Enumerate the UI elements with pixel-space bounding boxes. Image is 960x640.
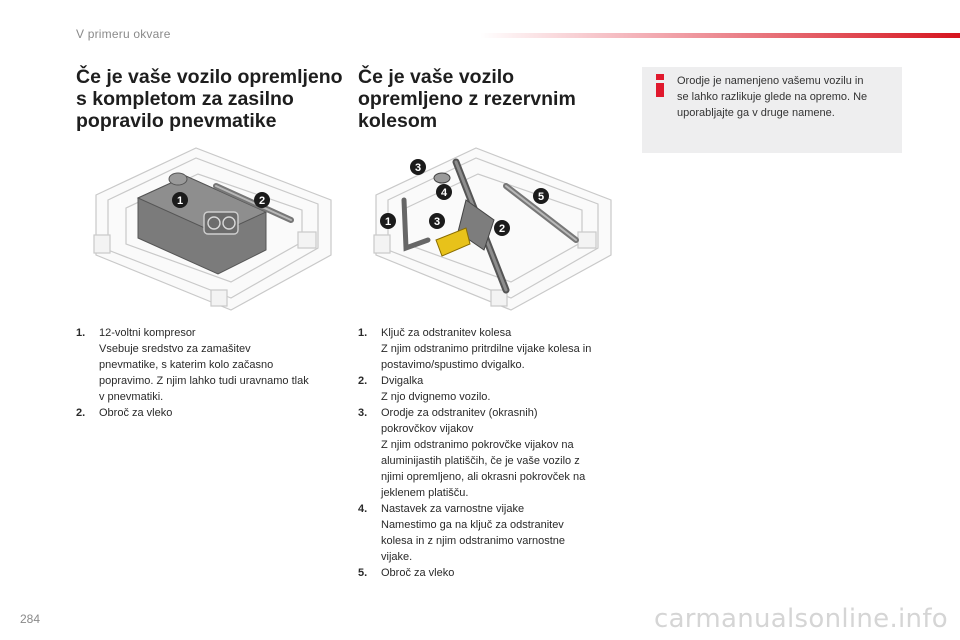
callout-4 (436, 184, 452, 200)
callout-5 (533, 188, 549, 204)
svg-text:5: 5 (537, 191, 545, 203)
item-line: njimi opremljeno, ali okrasni pokrovček na (381, 471, 586, 483)
svg-text:1: 1 (176, 195, 184, 207)
svg-text:3: 3 (414, 162, 422, 174)
item-number: 3. (358, 407, 368, 419)
info-text (677, 73, 897, 121)
section-label: V primeru okvare (76, 27, 171, 41)
item-number: 1. (76, 327, 86, 339)
locking-adapter-shape (434, 173, 450, 183)
item-line: jeklenem platišču. (381, 487, 469, 499)
title-line: s kompletom za zasilno (76, 88, 294, 110)
item-line: Z njim odstranimo pokrovčke vijakov na (381, 439, 574, 451)
item-line: Nastavek za varnostne vijake (381, 503, 525, 515)
list-item (76, 405, 346, 421)
spare-wheel-tools-illustration (366, 140, 616, 320)
repair-kit-list (76, 325, 346, 421)
info-icon (656, 74, 664, 97)
header-rule (480, 33, 960, 38)
info-box (642, 67, 902, 153)
item-line: Z njo dvignemo vozilo. (381, 391, 491, 403)
svg-text:4: 4 (440, 187, 448, 199)
list-item (358, 405, 628, 501)
spare-wheel-list (358, 325, 628, 581)
item-line: v pnevmatiki. (99, 391, 164, 403)
item-line: Ključ za odstranitev kolesa (381, 327, 512, 339)
item-line: Z njim odstranimo pritrdilne vijake kolesa in (381, 343, 592, 355)
item-line: vijake. (381, 551, 413, 563)
info-line: se lahko razlikuje glede na opremo. Ne (677, 91, 868, 103)
item-number: 1. (358, 327, 368, 339)
list-item (358, 565, 628, 581)
item-line: pokrovčkov vijakov (381, 423, 474, 435)
item-number: 2. (358, 375, 368, 387)
item-line: Orodje za odstranitev (okrasnih) (381, 407, 538, 419)
svg-text:1: 1 (384, 216, 392, 228)
callout-2 (254, 192, 270, 208)
item-line: Obroč za vleko (99, 407, 173, 419)
callout-3-top (410, 159, 426, 175)
item-line: popravimo. Z njim lahko tudi uravnamo tlak (99, 375, 309, 387)
item-line: postavimo/spustimo dvigalko. (381, 359, 525, 371)
title-line: kolesom (358, 110, 438, 132)
item-line: pnevmatike, s katerim kolo začasno (99, 359, 274, 371)
callout-3-bottom (429, 213, 445, 229)
info-line: Orodje je namenjeno vašemu vozilu in (677, 75, 864, 87)
item-number: 2. (76, 407, 86, 419)
svg-text:2: 2 (498, 223, 506, 235)
title-line: popravilo pnevmatike (76, 110, 277, 132)
svg-text:3: 3 (433, 216, 441, 228)
info-line: uporabljajte ga v druge namene. (677, 107, 835, 119)
list-item (358, 373, 628, 405)
watermark: carmanualsonline.info (653, 604, 948, 634)
list-item (358, 325, 628, 373)
item-line: Vsebuje sredstvo za zamašitev (99, 343, 251, 355)
title-repair-kit (76, 66, 346, 132)
item-line: Namestimo ga na ključ za odstranitev (381, 519, 564, 531)
item-number: 5. (358, 567, 368, 579)
callout-1 (380, 213, 396, 229)
item-line: Dvigalka (381, 375, 424, 387)
title-line: opremljeno z rezervnim (358, 88, 576, 110)
callout-2 (494, 220, 510, 236)
repair-kit-illustration (86, 140, 336, 320)
callout-1 (172, 192, 188, 208)
item-line: Obroč za vleko (381, 567, 455, 579)
item-number: 4. (358, 503, 368, 515)
list-item (76, 325, 346, 405)
svg-text:2: 2 (258, 195, 266, 207)
item-line: 12-voltni kompresor (99, 327, 196, 339)
item-line: kolesa in z njim odstranimo varnostne (381, 535, 566, 547)
item-line: aluminijastih platiščih, če je vaše vozilo z (381, 455, 580, 467)
list-item (358, 501, 628, 565)
title-spare-wheel (358, 66, 608, 132)
page-number: 284 (20, 612, 41, 626)
title-line: Če je vaše vozilo opremljeno (76, 66, 343, 88)
title-line: Če je vaše vozilo (358, 66, 515, 88)
